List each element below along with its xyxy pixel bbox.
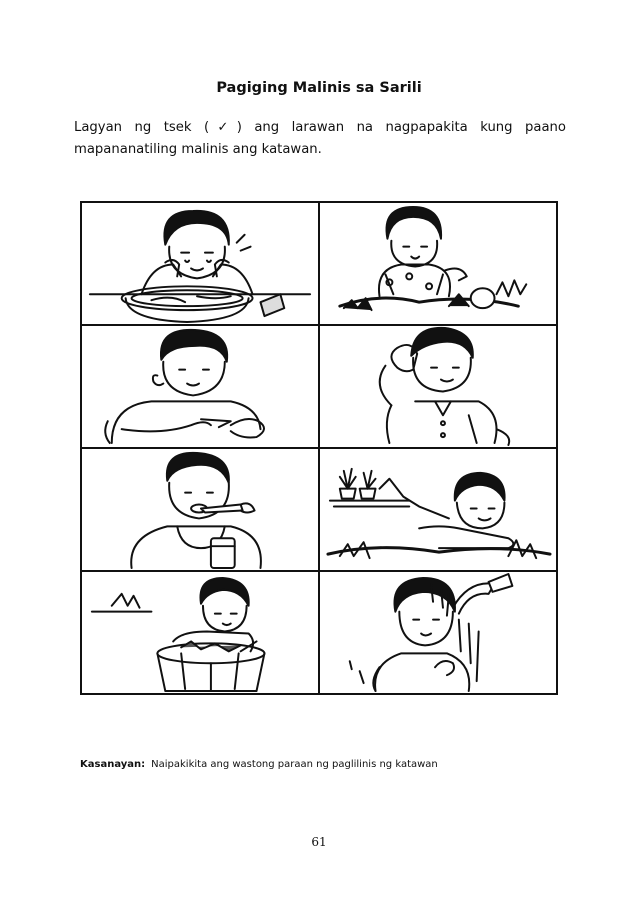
instruction-after: ) ang larawan na nagpapakita kung paano mapananatiling malinis ang katawan. [74, 120, 566, 157]
check-mark-icon: ✓ [209, 120, 237, 135]
child-cutting-nails-icon [82, 326, 318, 447]
picture-scratching-head[interactable] [319, 325, 557, 448]
picture-grid [80, 201, 558, 695]
instruction-before: Lagyan ng tsek ( [74, 120, 210, 135]
picture-washing-face[interactable] [81, 202, 319, 325]
competency-line [80, 759, 438, 770]
child-scratching-head-icon [320, 326, 556, 447]
child-taking-shower-icon [320, 572, 556, 693]
picture-lying-on-ground[interactable] [319, 448, 557, 571]
competency-label: Kasanayan: [80, 759, 146, 770]
picture-playing-in-dirt[interactable] [319, 202, 557, 325]
picture-taking-shower[interactable] [319, 571, 557, 694]
child-playing-in-dirt-icon [320, 203, 556, 324]
child-lying-on-ground-icon [320, 449, 556, 570]
instruction-text [74, 117, 566, 161]
child-digging-trash-can-icon [82, 572, 318, 693]
picture-cutting-nails[interactable] [81, 325, 319, 448]
page-number: 61 [311, 835, 327, 849]
picture-digging-trash-can[interactable] [81, 571, 319, 694]
competency-text: Naipakikita ang wastong paraan ng paglilinis ng katawan [151, 759, 438, 770]
child-washing-face-basin-icon [82, 203, 318, 324]
child-brushing-teeth-icon [82, 449, 318, 570]
worksheet-title: Pagiging Malinis sa Sarili [216, 80, 422, 96]
picture-brushing-teeth[interactable] [81, 448, 319, 571]
